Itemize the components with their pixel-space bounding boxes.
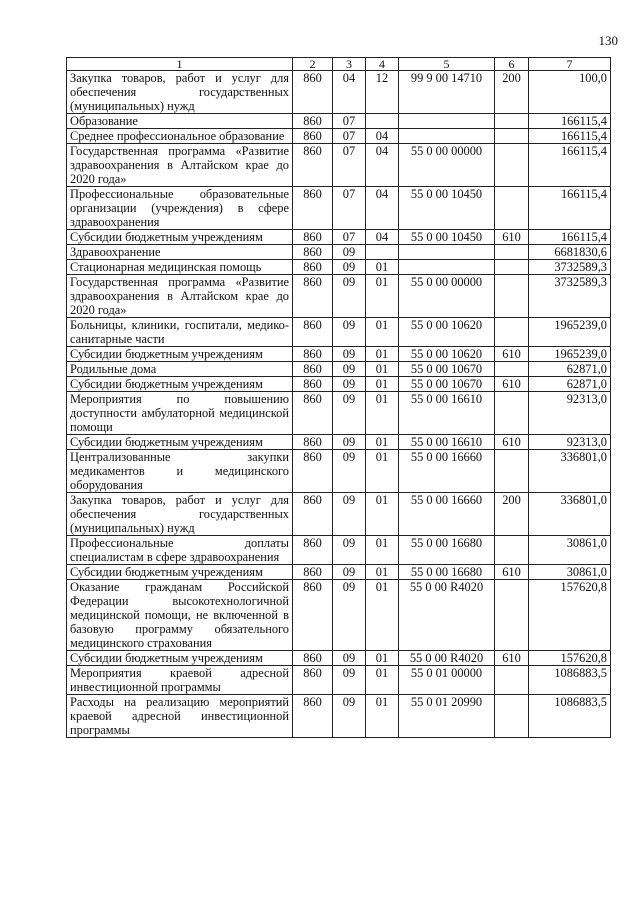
table-row (67, 275, 611, 318)
row-target-code: 55 0 00 R4020 (399, 651, 495, 666)
row-expense-type (495, 144, 529, 187)
row-amount: 166115,4 (529, 114, 611, 129)
row-name: Здравоохранение (67, 245, 293, 260)
table-row (67, 377, 611, 392)
row-section-code: 09 (333, 695, 366, 738)
row-subsection-code: 01 (366, 565, 399, 580)
table-row (67, 362, 611, 377)
row-amount: 157620,8 (529, 580, 611, 651)
row-target-code: 55 0 00 10670 (399, 377, 495, 392)
row-amount: 30861,0 (529, 565, 611, 580)
row-ministry-code: 860 (293, 450, 333, 493)
row-amount: 336801,0 (529, 493, 611, 536)
row-amount: 1965239,0 (529, 347, 611, 362)
row-subsection-code: 04 (366, 144, 399, 187)
row-amount: 166115,4 (529, 129, 611, 144)
row-ministry-code: 860 (293, 260, 333, 275)
row-expense-type: 610 (495, 347, 529, 362)
header-cell-3: 3 (333, 58, 366, 71)
row-ministry-code: 860 (293, 392, 333, 435)
row-target-code (399, 260, 495, 275)
row-target-code: 55 0 00 10450 (399, 230, 495, 245)
row-expense-type (495, 129, 529, 144)
row-ministry-code: 860 (293, 114, 333, 129)
row-section-code: 09 (333, 666, 366, 695)
row-ministry-code: 860 (293, 435, 333, 450)
row-name: Государственная программа «Развитие здравоохранения в Алтайском крае до 2020 года» (67, 144, 293, 187)
row-ministry-code: 860 (293, 245, 333, 260)
row-subsection-code: 04 (366, 230, 399, 245)
row-section-code: 04 (333, 71, 366, 114)
row-amount: 1086883,5 (529, 695, 611, 738)
row-expense-type: 610 (495, 435, 529, 450)
row-target-code: 55 0 00 16610 (399, 392, 495, 435)
row-ministry-code: 860 (293, 536, 333, 565)
row-expense-type (495, 450, 529, 493)
row-target-code: 55 0 00 16610 (399, 435, 495, 450)
row-amount: 1086883,5 (529, 666, 611, 695)
row-section-code: 09 (333, 565, 366, 580)
row-expense-type (495, 318, 529, 347)
row-target-code: 99 9 00 14710 (399, 71, 495, 114)
row-expense-type: 200 (495, 493, 529, 536)
row-section-code: 09 (333, 651, 366, 666)
row-amount: 30861,0 (529, 536, 611, 565)
row-name: Мероприятия краевой адресной инвестиционной программы (67, 666, 293, 695)
row-amount: 3732589,3 (529, 275, 611, 318)
row-amount: 92313,0 (529, 392, 611, 435)
row-expense-type: 610 (495, 377, 529, 392)
header-row (67, 58, 611, 71)
row-ministry-code: 860 (293, 187, 333, 230)
row-section-code: 09 (333, 260, 366, 275)
row-section-code: 07 (333, 187, 366, 230)
row-amount: 336801,0 (529, 450, 611, 493)
row-ministry-code: 860 (293, 129, 333, 144)
row-expense-type: 610 (495, 565, 529, 580)
row-subsection-code: 01 (366, 695, 399, 738)
row-section-code: 07 (333, 230, 366, 245)
row-subsection-code: 01 (366, 275, 399, 318)
row-target-code: 55 0 01 20990 (399, 695, 495, 738)
row-subsection-code: 01 (366, 666, 399, 695)
row-target-code: 55 0 00 16680 (399, 536, 495, 565)
row-expense-type (495, 580, 529, 651)
row-subsection-code: 01 (366, 580, 399, 651)
row-ministry-code: 860 (293, 230, 333, 245)
row-subsection-code: 12 (366, 71, 399, 114)
row-name: Мероприятия по повышению доступности амбулаторной медицинской помощи (67, 392, 293, 435)
row-ministry-code: 860 (293, 565, 333, 580)
row-name: Профессиональные образовательные организации (учреждения) в сфере здравоохранения (67, 187, 293, 230)
row-expense-type: 610 (495, 651, 529, 666)
row-subsection-code (366, 245, 399, 260)
row-expense-type (495, 187, 529, 230)
table-row (67, 666, 611, 695)
row-expense-type (495, 695, 529, 738)
row-ministry-code: 860 (293, 666, 333, 695)
row-section-code: 09 (333, 536, 366, 565)
row-section-code: 09 (333, 362, 366, 377)
row-name: Оказание гражданам Российской Федерации высокотехнологичной медицинской помощи, не включенной в базовую программу обязательного медицинского страхования (67, 580, 293, 651)
header-cell-6: 6 (495, 58, 529, 71)
table-row (67, 347, 611, 362)
row-section-code: 09 (333, 493, 366, 536)
table-row (67, 435, 611, 450)
row-name: Субсидии бюджетным учреждениям (67, 230, 293, 245)
row-name: Закупка товаров, работ и услуг для обеспечения государственных (муниципальных) нужд (67, 493, 293, 536)
header-cell-1: 1 (67, 58, 293, 71)
row-name: Централизованные закупки медикаментов и медицинского оборудования (67, 450, 293, 493)
row-amount: 92313,0 (529, 435, 611, 450)
row-name: Субсидии бюджетным учреждениям (67, 565, 293, 580)
page-number: 130 (598, 33, 618, 48)
table-row (67, 392, 611, 435)
row-subsection-code: 04 (366, 129, 399, 144)
table-row (67, 565, 611, 580)
row-amount: 1965239,0 (529, 318, 611, 347)
row-name: Субсидии бюджетным учреждениям (67, 651, 293, 666)
row-target-code: 55 0 00 16680 (399, 565, 495, 580)
row-ministry-code: 860 (293, 651, 333, 666)
row-target-code: 55 0 00 10450 (399, 187, 495, 230)
row-ministry-code: 860 (293, 144, 333, 187)
row-expense-type: 610 (495, 230, 529, 245)
table-row (67, 536, 611, 565)
row-target-code: 55 0 00 10670 (399, 362, 495, 377)
table-row (67, 114, 611, 129)
row-target-code: 55 0 01 00000 (399, 666, 495, 695)
row-expense-type (495, 536, 529, 565)
table-row (67, 318, 611, 347)
budget-table (66, 57, 611, 738)
header-cell-4: 4 (366, 58, 399, 71)
row-subsection-code: 01 (366, 651, 399, 666)
row-expense-type: 200 (495, 71, 529, 114)
row-ministry-code: 860 (293, 347, 333, 362)
row-subsection-code: 01 (366, 362, 399, 377)
table-row (67, 651, 611, 666)
row-subsection-code: 01 (366, 392, 399, 435)
row-amount: 166115,4 (529, 144, 611, 187)
row-amount: 62871,0 (529, 362, 611, 377)
row-ministry-code: 860 (293, 377, 333, 392)
row-ministry-code: 860 (293, 71, 333, 114)
table-row (67, 695, 611, 738)
row-ministry-code: 860 (293, 275, 333, 318)
row-section-code: 09 (333, 377, 366, 392)
row-name: Субсидии бюджетным учреждениям (67, 377, 293, 392)
row-name: Субсидии бюджетным учреждениям (67, 347, 293, 362)
table-row (67, 129, 611, 144)
row-name: Субсидии бюджетным учреждениям (67, 435, 293, 450)
row-expense-type (495, 392, 529, 435)
row-target-code: 55 0 00 R4020 (399, 580, 495, 651)
row-amount: 166115,4 (529, 187, 611, 230)
row-subsection-code: 01 (366, 435, 399, 450)
row-subsection-code: 01 (366, 493, 399, 536)
row-ministry-code: 860 (293, 493, 333, 536)
row-target-code: 55 0 00 10620 (399, 318, 495, 347)
row-target-code: 55 0 00 10620 (399, 347, 495, 362)
row-section-code: 09 (333, 245, 366, 260)
row-expense-type (495, 275, 529, 318)
row-section-code: 07 (333, 114, 366, 129)
row-name: Профессиональные доплаты специалистам в сфере здравоохранения (67, 536, 293, 565)
row-section-code: 09 (333, 318, 366, 347)
row-target-code: 55 0 00 00000 (399, 275, 495, 318)
table-row (67, 187, 611, 230)
row-subsection-code: 01 (366, 347, 399, 362)
header-cell-5: 5 (399, 58, 495, 71)
row-section-code: 09 (333, 580, 366, 651)
row-section-code: 09 (333, 275, 366, 318)
row-name: Расходы на реализацию мероприятий краевой адресной инвестиционной программы (67, 695, 293, 738)
table-row (67, 493, 611, 536)
row-target-code (399, 245, 495, 260)
row-amount: 62871,0 (529, 377, 611, 392)
row-subsection-code: 01 (366, 536, 399, 565)
row-amount: 100,0 (529, 71, 611, 114)
row-name: Государственная программа «Развитие здравоохранения в Алтайском крае до 2020 года» (67, 275, 293, 318)
row-amount: 3732589,3 (529, 260, 611, 275)
row-section-code: 09 (333, 347, 366, 362)
header-cell-2: 2 (293, 58, 333, 71)
table-row (67, 450, 611, 493)
row-expense-type (495, 362, 529, 377)
row-target-code (399, 129, 495, 144)
header-cell-7: 7 (529, 58, 611, 71)
row-target-code: 55 0 00 16660 (399, 493, 495, 536)
row-ministry-code: 860 (293, 362, 333, 377)
row-subsection-code: 01 (366, 260, 399, 275)
row-name: Образование (67, 114, 293, 129)
row-expense-type (495, 260, 529, 275)
row-expense-type (495, 114, 529, 129)
row-amount: 157620,8 (529, 651, 611, 666)
row-name: Среднее профессиональное образование (67, 129, 293, 144)
table-row (67, 71, 611, 114)
row-section-code: 07 (333, 129, 366, 144)
row-amount: 6681830,6 (529, 245, 611, 260)
row-subsection-code (366, 114, 399, 129)
table-row (67, 230, 611, 245)
row-ministry-code: 860 (293, 695, 333, 738)
row-section-code: 07 (333, 144, 366, 187)
row-name: Стационарная медицинская помощь (67, 260, 293, 275)
row-section-code: 09 (333, 450, 366, 493)
table-row (67, 144, 611, 187)
row-subsection-code: 04 (366, 187, 399, 230)
row-expense-type (495, 245, 529, 260)
row-target-code: 55 0 00 00000 (399, 144, 495, 187)
row-section-code: 09 (333, 392, 366, 435)
row-subsection-code: 01 (366, 450, 399, 493)
table-row (67, 245, 611, 260)
row-target-code: 55 0 00 16660 (399, 450, 495, 493)
row-subsection-code: 01 (366, 318, 399, 347)
row-section-code: 09 (333, 435, 366, 450)
row-name: Закупка товаров, работ и услуг для обеспечения государственных (муниципальных) нужд (67, 71, 293, 114)
table-row (67, 580, 611, 651)
row-ministry-code: 860 (293, 580, 333, 651)
row-name: Больницы, клиники, госпитали, медико-санитарные части (67, 318, 293, 347)
row-name: Родильные дома (67, 362, 293, 377)
row-expense-type (495, 666, 529, 695)
table-row (67, 260, 611, 275)
row-ministry-code: 860 (293, 318, 333, 347)
row-target-code (399, 114, 495, 129)
row-subsection-code: 01 (366, 377, 399, 392)
row-amount: 166115,4 (529, 230, 611, 245)
